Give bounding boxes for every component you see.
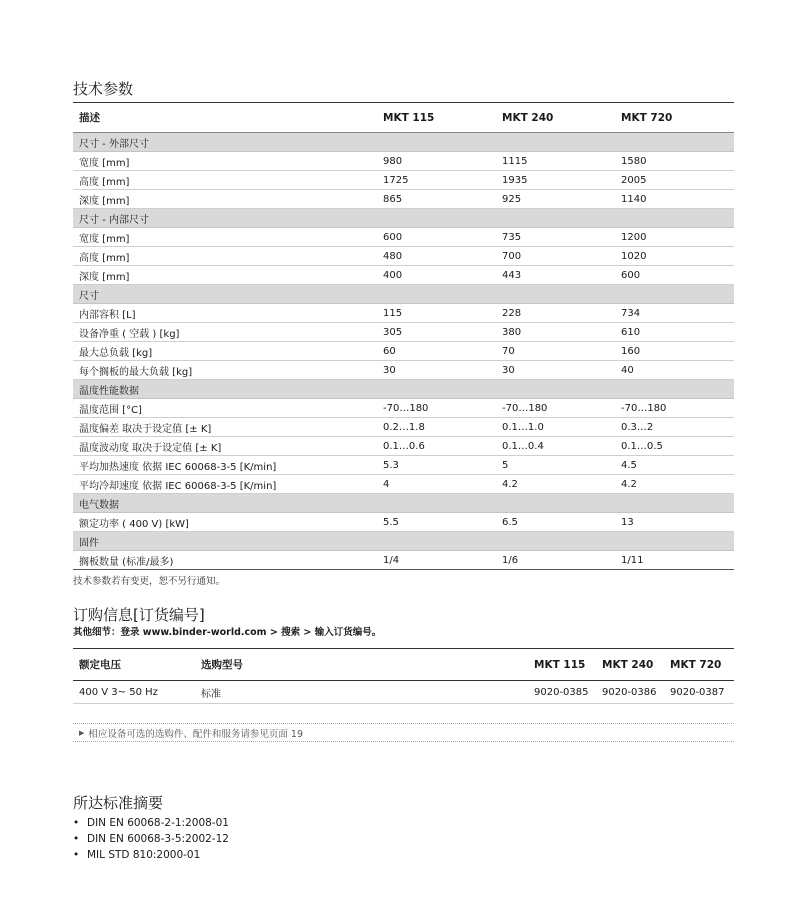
section-label: 固件: [79, 537, 99, 549]
tech-specs-title: 技术参数: [73, 80, 134, 98]
value-cell: 1140: [621, 193, 647, 205]
section-header-row: [73, 380, 734, 399]
bullet-icon: •: [73, 849, 80, 861]
header-mkt720: MKT 720: [670, 658, 722, 671]
value-cell: 2005: [621, 174, 647, 186]
model-cell: 标准: [201, 688, 221, 700]
table-row: [73, 437, 734, 456]
standard-text: MIL STD 810:2000-01: [87, 849, 201, 861]
value-cell: 443: [502, 269, 522, 281]
value-cell: 400: [383, 269, 403, 281]
table-row: [73, 171, 734, 190]
table-row: [73, 551, 734, 570]
row-label: 每个搁板的最大负载 [kg]: [79, 366, 193, 378]
value-cell: 600: [621, 269, 641, 281]
header-description: 描述: [79, 112, 100, 124]
value-cell: 1/4: [383, 554, 400, 566]
standards-title: 所达标准摘要: [73, 794, 164, 812]
value-cell: 480: [383, 250, 403, 262]
options-reference-text: 相应设备可选的选购件、配件和服务请参见页面 19: [88, 728, 303, 740]
order-number-mkt115: 9020-0385: [534, 686, 589, 698]
value-cell: 925: [502, 193, 522, 205]
triangle-right-icon: ▶: [79, 728, 85, 737]
value-cell: 1020: [621, 250, 647, 262]
order-number-mkt240: 9020-0386: [602, 686, 657, 698]
section-label: 温度性能数据: [79, 385, 139, 397]
value-cell: 1935: [502, 174, 528, 186]
standard-text: DIN EN 60068-2-1:2008-01: [87, 817, 229, 829]
standard-text: DIN EN 60068-3-5:2002-12: [87, 833, 229, 845]
value-cell: 30: [502, 364, 515, 376]
value-cell: 380: [502, 326, 522, 338]
row-label: 温度偏差 取决于设定值 [± K]: [79, 423, 212, 435]
value-cell: 13: [621, 516, 634, 528]
order-info-title: 订购信息[订货编号]: [73, 606, 205, 624]
value-cell: 1580: [621, 155, 647, 167]
table-row: [73, 323, 734, 342]
table-row: [73, 418, 734, 437]
value-cell: 0.1…0.5: [621, 440, 663, 452]
row-label: 深度 [mm]: [79, 195, 130, 207]
spec-table-body: [73, 133, 734, 570]
spec-table-header: [73, 102, 734, 133]
value-cell: 0.1…1.0: [502, 421, 544, 433]
value-cell: 600: [383, 231, 403, 243]
header-mkt115: MKT 115: [534, 658, 586, 671]
value-cell: -70…180: [383, 402, 429, 414]
table-row: [73, 513, 734, 532]
bullet-icon: •: [73, 817, 80, 829]
section-header-row: [73, 532, 734, 551]
section-label: 尺寸: [79, 290, 99, 302]
table-row: [73, 304, 734, 323]
value-cell: 160: [621, 345, 641, 357]
table-row: [73, 456, 734, 475]
table-row: [73, 361, 734, 380]
value-cell: 735: [502, 231, 522, 243]
value-cell: 734: [621, 307, 641, 319]
row-label: 搁板数量 (标准/最多): [79, 556, 174, 568]
voltage-cell: 400 V 3~ 50 Hz: [79, 686, 158, 698]
value-cell: 4.2: [502, 478, 518, 490]
value-cell: 5: [502, 459, 509, 471]
value-cell: 610: [621, 326, 641, 338]
value-cell: 60: [383, 345, 396, 357]
row-label: 宽度 [mm]: [79, 157, 130, 169]
table-row: [73, 342, 734, 361]
value-cell: 40: [621, 364, 634, 376]
section-header-row: [73, 285, 734, 304]
value-cell: 70: [502, 345, 515, 357]
row-label: 最大总负载 [kg]: [79, 347, 153, 359]
table-row: [73, 681, 734, 704]
header-mkt240: MKT 240: [602, 658, 654, 671]
value-cell: 115: [383, 307, 403, 319]
standards-list: [73, 815, 229, 863]
order-table-header: [73, 648, 734, 681]
value-cell: -70…180: [621, 402, 667, 414]
value-cell: 865: [383, 193, 403, 205]
section-header-row: [73, 494, 734, 513]
value-cell: 5.3: [383, 459, 399, 471]
row-label: 高度 [mm]: [79, 252, 130, 264]
value-cell: 1/6: [502, 554, 519, 566]
table-row: [73, 190, 734, 209]
table-row: [73, 228, 734, 247]
options-reference: [73, 723, 734, 742]
value-cell: 980: [383, 155, 403, 167]
value-cell: 30: [383, 364, 396, 376]
value-cell: 228: [502, 307, 522, 319]
header-mkt720: MKT 720: [621, 111, 673, 124]
section-header-row: [73, 133, 734, 152]
spec-table: [73, 102, 734, 570]
row-label: 内部容积 [L]: [79, 309, 136, 321]
table-row: [73, 399, 734, 418]
value-cell: 6.5: [502, 516, 518, 528]
section-label: 电气数据: [79, 499, 119, 511]
value-cell: 5.5: [383, 516, 399, 528]
section-label: 尺寸 - 外部尺寸: [79, 138, 149, 150]
list-item: [73, 831, 229, 847]
value-cell: 4: [383, 478, 390, 490]
row-label: 宽度 [mm]: [79, 233, 130, 245]
value-cell: 4.2: [621, 478, 637, 490]
value-cell: 1115: [502, 155, 528, 167]
table-row: [73, 266, 734, 285]
value-cell: 0.1…0.6: [383, 440, 425, 452]
value-cell: 0.1…0.4: [502, 440, 544, 452]
header-model: 选购型号: [201, 659, 243, 671]
order-info-subtitle: 其他细节：登录 www.binder-world.com > 搜索 > 输入订货编号。: [73, 627, 382, 638]
tech-disclaimer: 技术参数若有变更，恕不另行通知。: [73, 576, 226, 587]
row-label: 设备净重 ( 空载 ) [kg]: [79, 328, 180, 340]
row-label: 平均冷却速度 依据 IEC 60068-3-5 [K/min]: [79, 480, 277, 492]
header-mkt240: MKT 240: [502, 111, 554, 124]
section-header-row: [73, 209, 734, 228]
value-cell: 1725: [383, 174, 409, 186]
value-cell: 305: [383, 326, 403, 338]
list-item: [73, 847, 229, 863]
bullet-icon: •: [73, 833, 80, 845]
value-cell: 4.5: [621, 459, 637, 471]
value-cell: 0.2…1.8: [383, 421, 425, 433]
value-cell: 1200: [621, 231, 647, 243]
table-row: [73, 152, 734, 171]
row-label: 温度范围 [°C]: [79, 404, 142, 416]
order-number-mkt720: 9020-0387: [670, 686, 725, 698]
value-cell: 0.3…2: [621, 421, 654, 433]
row-label: 平均加热速度 依据 IEC 60068-3-5 [K/min]: [79, 461, 277, 473]
table-row: [73, 247, 734, 266]
section-label: 尺寸 - 内部尺寸: [79, 214, 149, 226]
row-label: 温度波动度 取决于设定值 [± K]: [79, 442, 222, 454]
value-cell: -70…180: [502, 402, 548, 414]
table-row: [73, 475, 734, 494]
row-label: 额定功率 ( 400 V) [kW]: [79, 518, 189, 530]
value-cell: 1/11: [621, 554, 644, 566]
header-mkt115: MKT 115: [383, 111, 435, 124]
row-label: 高度 [mm]: [79, 176, 130, 188]
value-cell: 700: [502, 250, 522, 262]
header-voltage: 额定电压: [79, 659, 121, 671]
order-table: [73, 648, 734, 704]
row-label: 深度 [mm]: [79, 271, 130, 283]
list-item: [73, 815, 229, 831]
